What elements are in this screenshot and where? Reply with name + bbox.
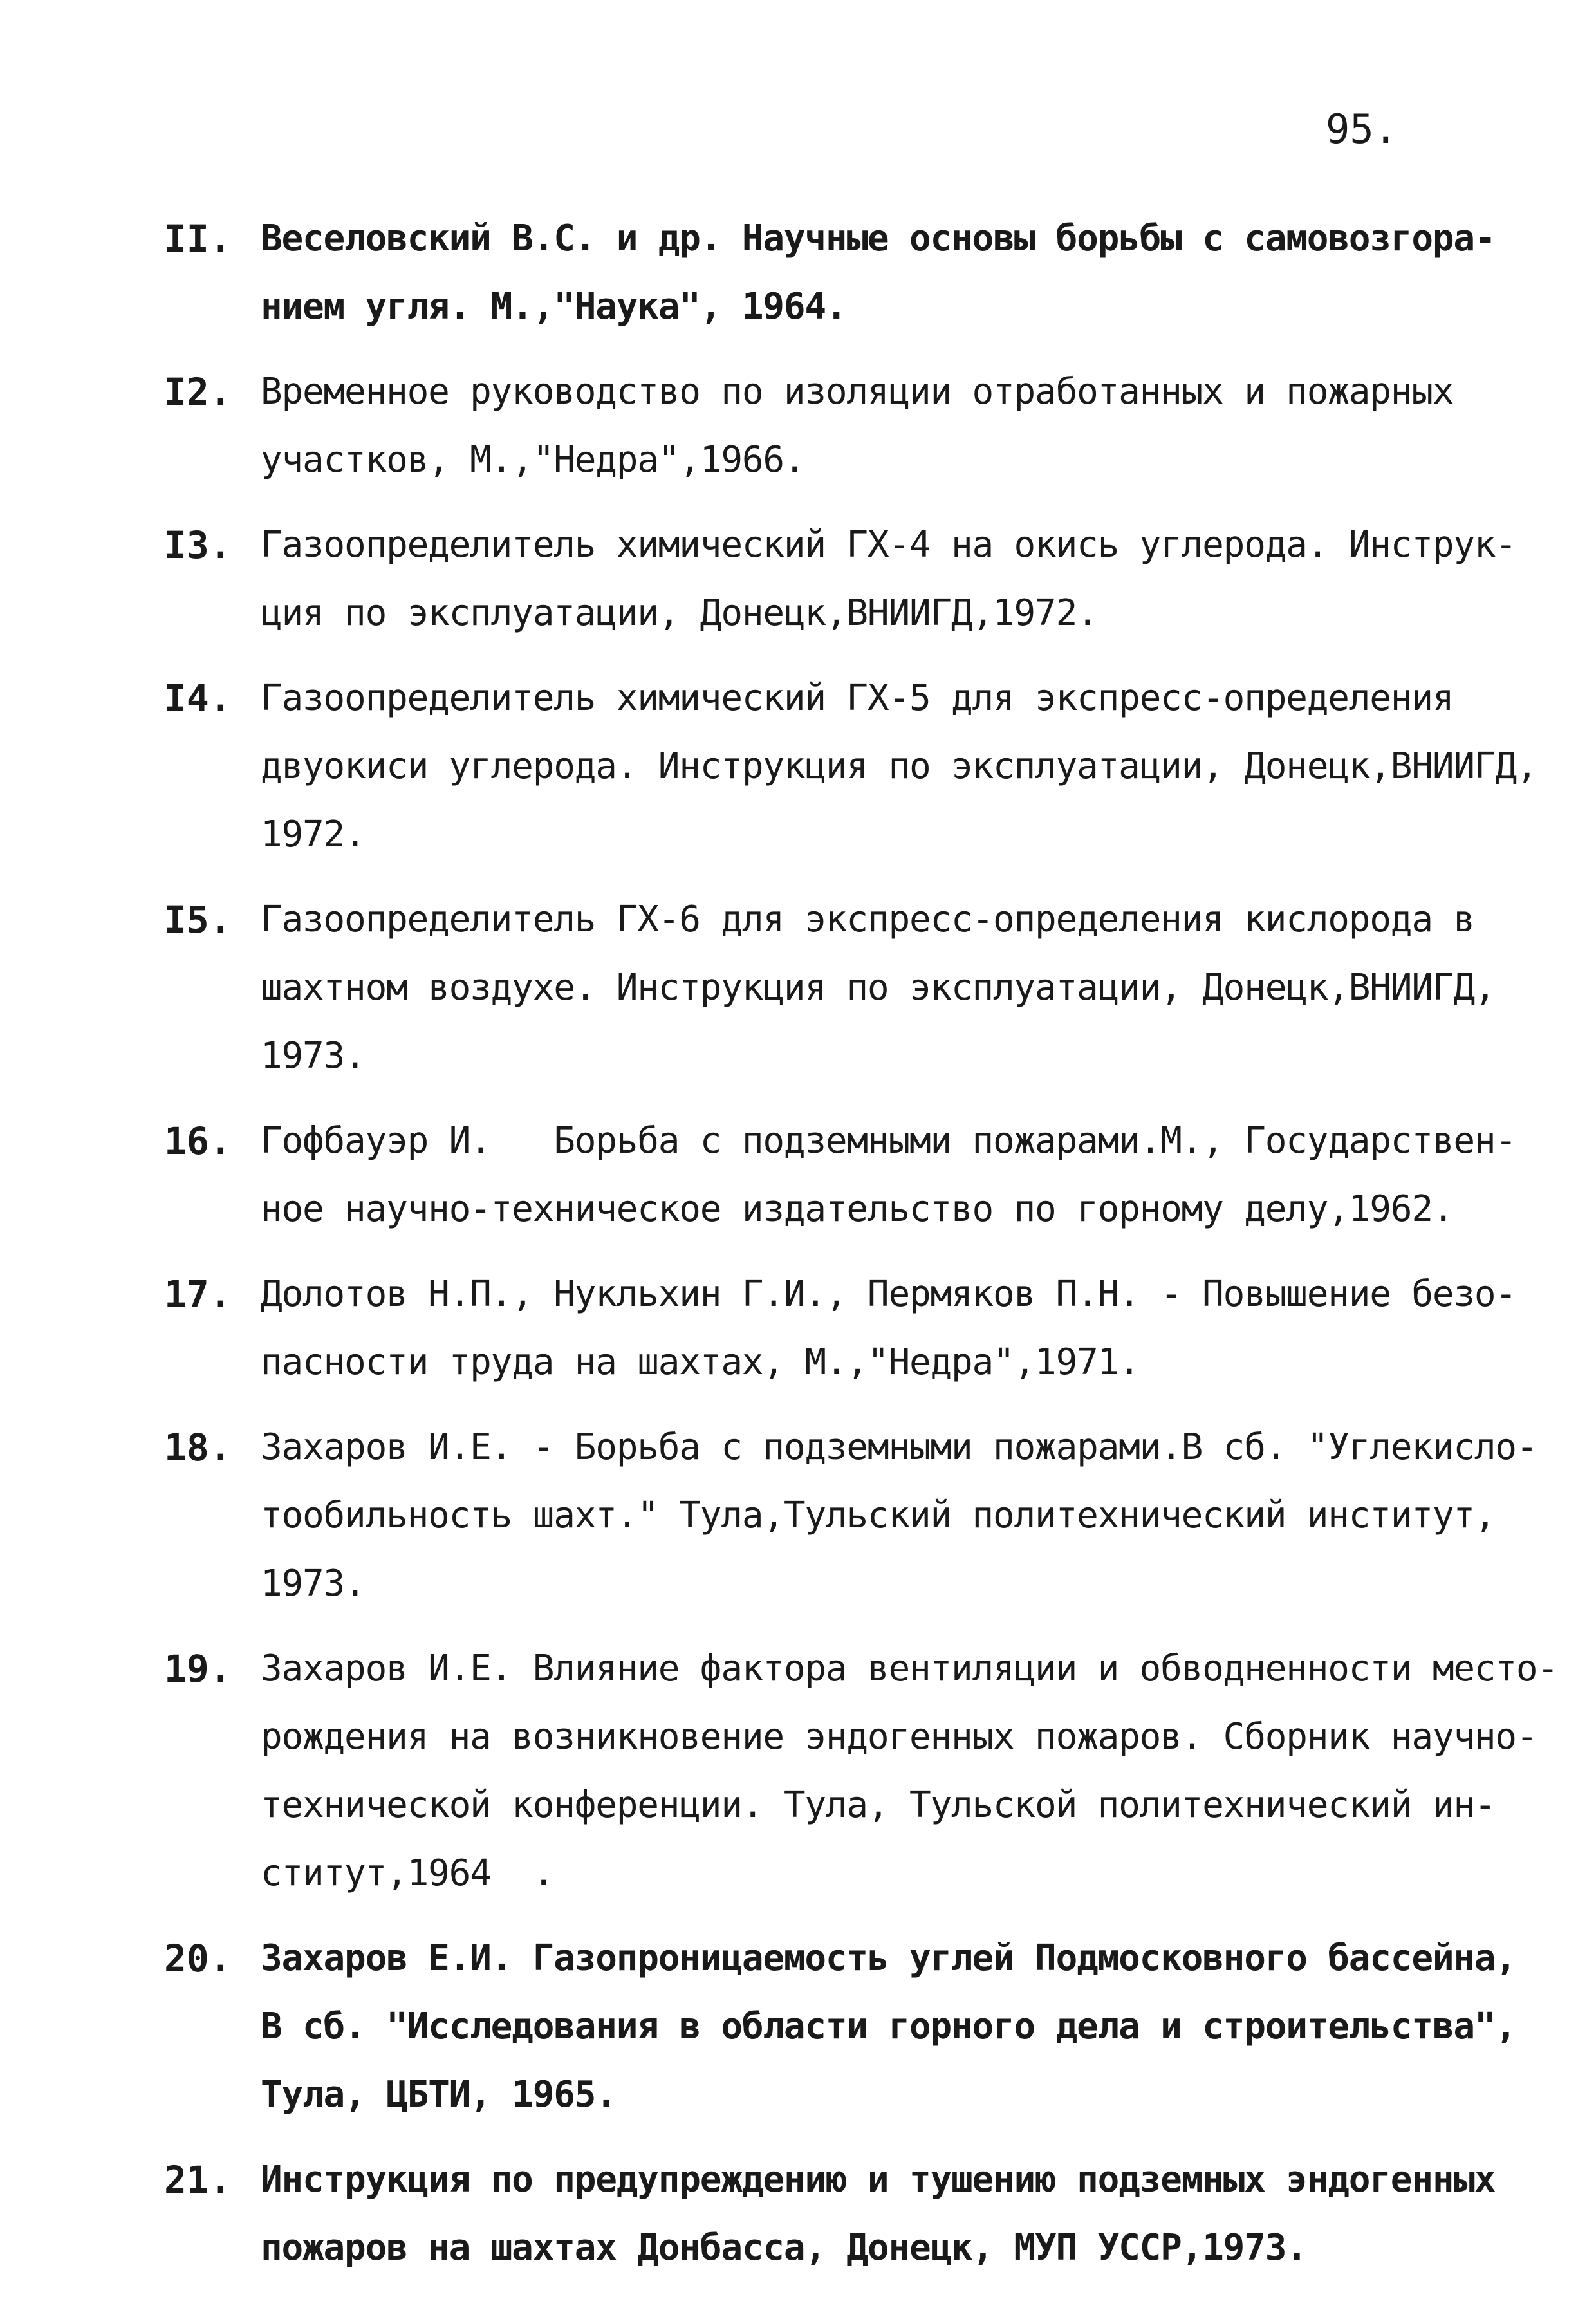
reference-line: ция по эксплуатации, Донецк,ВНИИГД,1972. <box>261 592 1098 634</box>
reference-line: Тула, ЦБТИ, 1965. <box>261 2074 617 2116</box>
reference-line: Гофбауэр И. Борьба с подземными пожарами.М., Государствен- <box>261 1120 1516 1162</box>
reference-line: Долотов Н.П., Нукльхин Г.И., Пермяков П.Н. - Повышение безо- <box>261 1273 1516 1315</box>
reference-number: 19. <box>164 1647 232 1691</box>
reference-list <box>164 205 1558 2299</box>
reference-number: II. <box>164 217 232 261</box>
reference-text <box>261 886 1495 1090</box>
reference-text <box>261 664 1537 869</box>
reference-number: 16. <box>164 1119 232 1163</box>
reference-text <box>261 1260 1516 1397</box>
reference-number: 21. <box>164 2158 232 2202</box>
reference-item <box>164 1413 1537 1618</box>
reference-number: I3. <box>164 523 232 567</box>
reference-item <box>164 2146 1496 2282</box>
reference-line: В сб. "Исследования в области горного дела и строительства", <box>261 2006 1516 2047</box>
reference-line: Захаров И.Е. Влияние фактора вентиляции и обводненности место- <box>261 1648 1558 1689</box>
reference-line: ное научно-техническое издательство по горному делу,1962. <box>261 1188 1454 1230</box>
reference-number: I4. <box>164 676 232 720</box>
reference-item <box>164 1260 1516 1397</box>
reference-line: пасности труда на шахтах, М.,"Недра",1971. <box>261 1341 1140 1383</box>
reference-number: 17. <box>164 1272 232 1316</box>
reference-line: Инструкция по предупреждению и тушению подземных эндогенных <box>261 2159 1496 2201</box>
reference-line: рождения на возникновение эндогенных пожаров. Сборник научно- <box>261 1716 1537 1758</box>
reference-text <box>261 1107 1516 1243</box>
reference-item <box>164 511 1516 647</box>
reference-text <box>261 511 1516 647</box>
reference-item <box>164 886 1496 1090</box>
reference-item <box>164 1107 1516 1243</box>
reference-text <box>261 205 1495 341</box>
reference-line: нием угля. М.,"Наука", 1964. <box>261 286 847 328</box>
reference-line: 1973. <box>261 1563 366 1605</box>
reference-line: двуокиси углерода. Инструкция по эксплуатации, Донецк,ВНИИГД, <box>261 745 1537 787</box>
reference-line: Газоопределитель ГХ-6 для экспресс-определения кислорода в <box>261 898 1474 940</box>
reference-text <box>261 2146 1495 2282</box>
reference-item <box>164 664 1537 869</box>
reference-item <box>164 205 1496 341</box>
reference-line: пожаров на шахтах Донбасса, Донецк, МУП УССР,1973. <box>261 2227 1307 2269</box>
reference-line: Газоопределитель химический ГХ-4 на окись углерода. Инструк- <box>261 524 1516 566</box>
reference-line: Газоопределитель химический ГХ-5 для экспресс-определения <box>261 677 1454 719</box>
reference-line: технической конференции. Тула, Тульской политехнический ин- <box>261 1784 1496 1826</box>
reference-item <box>164 358 1490 494</box>
reference-line: тообильность шахт." Тула,Тульский политехнический институт, <box>261 1494 1496 1536</box>
reference-line: участков, М.,"Недра",1966. <box>261 439 805 481</box>
reference-text <box>261 1413 1537 1618</box>
reference-line: шахтном воздухе. Инструкция по эксплуатации, Донецк,ВНИИГД, <box>261 967 1496 1009</box>
reference-number: 18. <box>164 1426 232 1469</box>
reference-text <box>261 1635 1558 1908</box>
reference-item <box>164 1924 1516 2129</box>
reference-line: Временное руководство по изоляции отработанных и пожарных <box>261 371 1454 413</box>
reference-line: Захаров Е.И. Газопроницаемость углей Подмосковного бассейна, <box>261 1937 1516 1979</box>
reference-line: 1973. <box>261 1035 366 1077</box>
reference-line: 1972. <box>261 814 366 855</box>
page-number: 95. <box>1326 106 1398 153</box>
reference-line: ститут,1964 . <box>261 1852 554 1894</box>
reference-text <box>261 1924 1516 2129</box>
reference-line: Захаров И.Е. - Борьба с подземными пожарами.В сб. "Углекисло- <box>261 1426 1537 1468</box>
reference-number: 20. <box>164 1937 232 1980</box>
reference-text <box>261 358 1490 494</box>
reference-item <box>164 1635 1558 1908</box>
reference-number: I5. <box>164 898 232 942</box>
reference-number: I2. <box>164 370 232 414</box>
reference-line: Веселовский В.С. и др. Научные основы борьбы с самовозгора- <box>261 218 1496 259</box>
